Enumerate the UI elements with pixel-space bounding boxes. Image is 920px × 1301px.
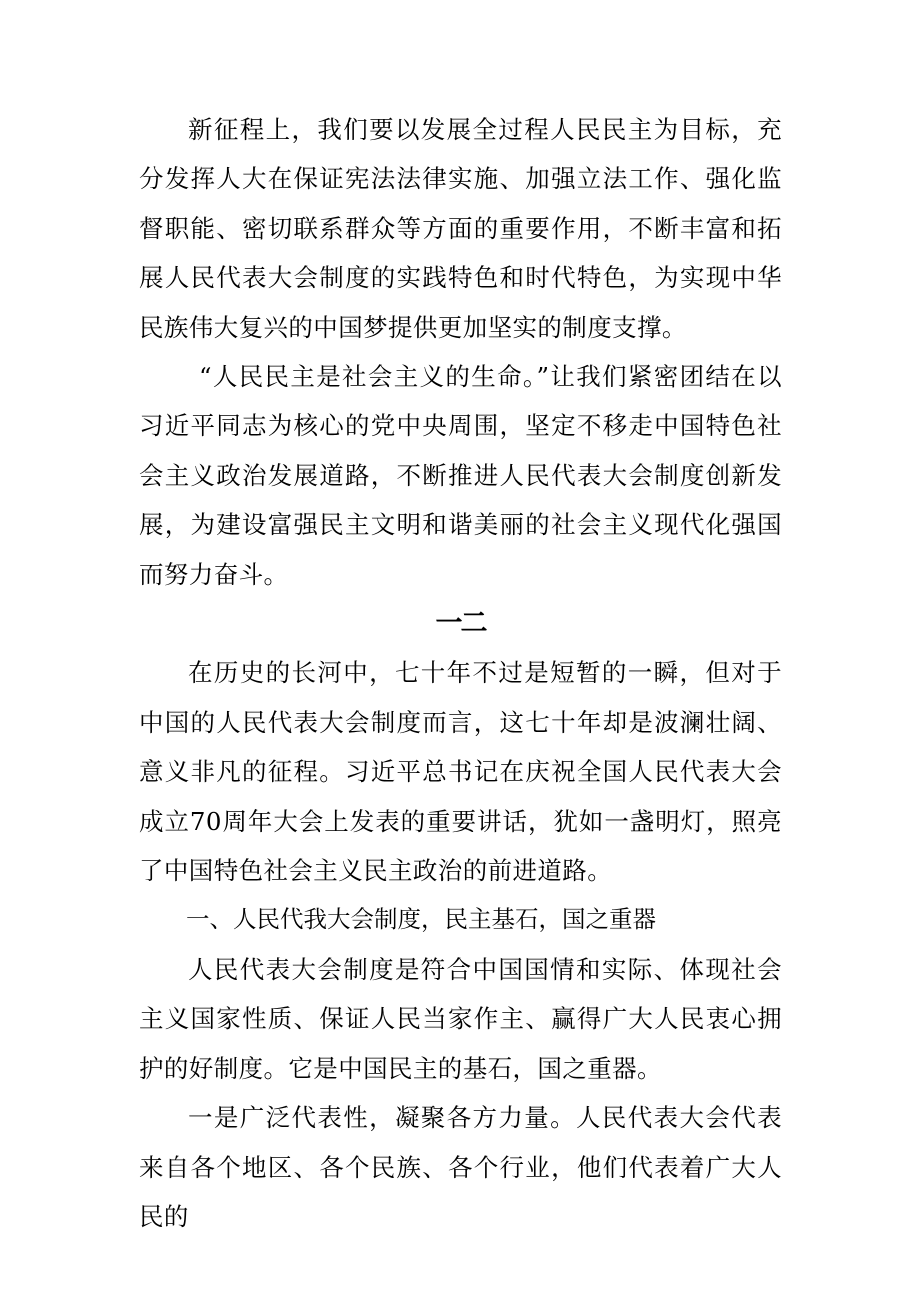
section-number: 一二 bbox=[435, 608, 486, 640]
paragraph-people-democracy: “人民民主是社会主义的生命。”让我们紧密团结在以习近平同志为核心的党中央周围，坚定不移走中国特色社会主义政治发展道路，不断推进人民代表大会制度创新发展，为建设富强民主文明和谐美丽的社会主义现代化强国而努力奋斗。 bbox=[139, 362, 782, 589]
document-page bbox=[139, 105, 782, 1241]
paragraph-representativeness: 一是广泛代表性，凝聚各方力量。人民代表大会代表来自各个地区、各个民族、各个行业，他们代表着广大人民的 bbox=[139, 1103, 782, 1231]
section-heading: 一、人民代我大会制度，民主基石，国之重器 bbox=[186, 905, 656, 934]
paragraph-system-foundation: 人民代表大会制度是符合中国国情和实际、体现社会主义国家性质、保证人民当家作主、赢得广大人民衷心拥护的好制度。它是中国民主的基石，国之重器。 bbox=[139, 954, 782, 1083]
paragraph-seventy-years: 在历史的长河中，七十年不过是短暂的一瞬，但对于中国的人民代表大会制度而言，这七十年却是波澜壮阔、意义非凡的征程。习近平总书记在庆祝全国人民代表大会成立70周年大会上发表的重要讲话，犹如一盏明灯，照亮了中国特色社会主义民主政治的前进道路。 bbox=[139, 658, 782, 886]
paragraph-new-journey: 新征程上，我们要以发展全过程人民民主为目标，充分发挥人大在保证宪法法律实施、加强立法工作、强化监督职能、密切联系群众等方面的重要作用，不断丰富和拓展人民代表大会制度的实践特色和时代特色，为实现中华民族伟大复兴的中国梦提供更加坚实的制度支撑。 bbox=[139, 115, 782, 342]
